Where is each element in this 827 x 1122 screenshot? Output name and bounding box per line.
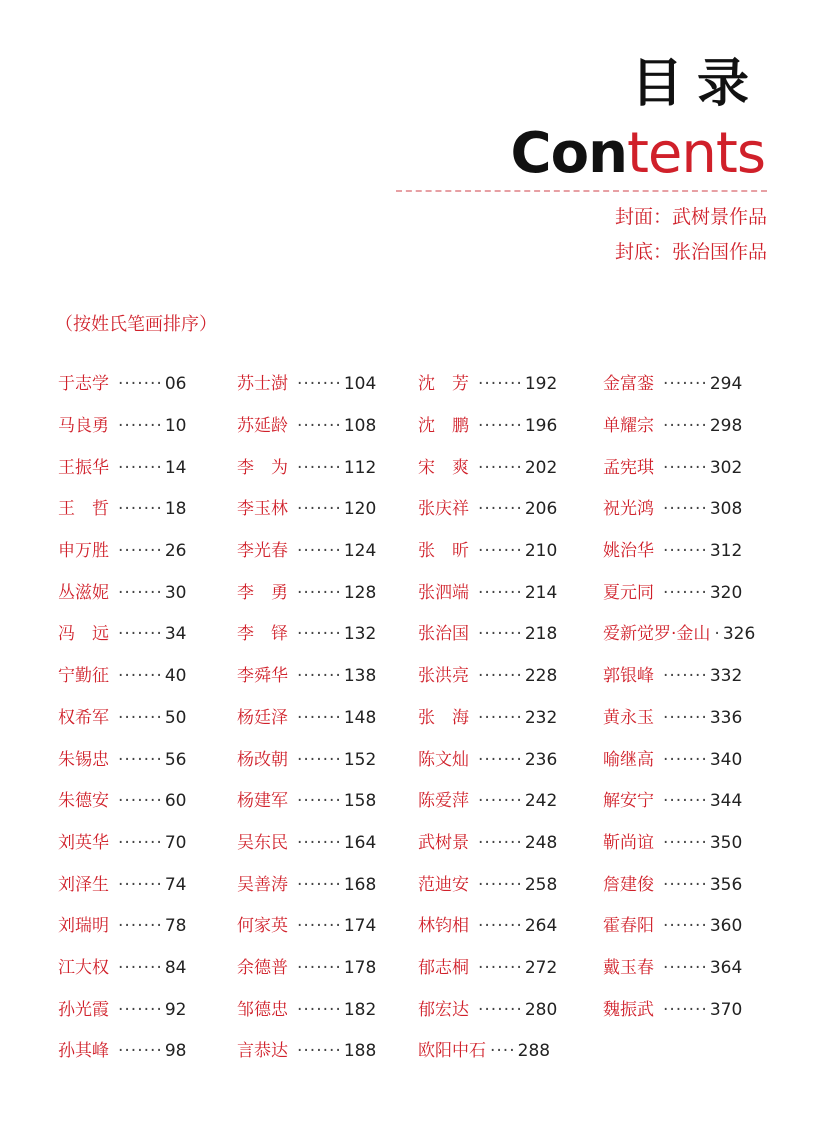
toc-entry[interactable] [603,781,755,823]
dot-leader: ······· [478,457,523,478]
toc-entry[interactable] [418,948,557,990]
toc-entry[interactable] [58,906,186,948]
dot-leader: ······· [118,666,163,687]
page-number: 344 [709,791,743,812]
toc-column-4 [603,364,755,1031]
dot-leader: ······· [297,457,342,478]
artist-name: 刘泽生 [58,874,109,895]
artist-name: 爱新觉罗·金山 [603,624,711,645]
toc-entry[interactable] [237,364,376,406]
dot-leader: ······· [297,791,342,812]
artist-name: 李舜华 [237,666,288,687]
artist-name: 靳尚谊 [603,832,654,853]
artist-name: 王振华 [58,457,109,478]
artist-name: 宋 爽 [418,457,469,478]
page-number: 188 [343,1041,377,1062]
dot-leader: ······· [478,624,523,645]
page-number: 196 [524,416,558,437]
artist-name: 何家英 [237,916,288,937]
artist-name: 戴玉春 [603,957,654,978]
toc-entry[interactable] [418,614,557,656]
page-number: 50 [164,707,187,728]
page-number: 218 [524,624,558,645]
toc-entry[interactable] [237,572,376,614]
artist-name: 张治国 [418,624,469,645]
dot-leader: ······· [663,749,708,770]
toc-entry[interactable] [58,698,186,740]
page-number: 112 [343,457,377,478]
toc-entry[interactable] [58,531,186,573]
page-number: 370 [709,999,743,1020]
dot-leader: ······· [663,541,708,562]
toc-entry[interactable] [58,656,186,698]
artist-name: 欧阳中石 [418,1041,486,1062]
artist-name: 孙其峰 [58,1041,109,1062]
dot-leader: ······· [118,499,163,520]
toc-entry[interactable] [603,948,755,990]
toc-entry[interactable] [237,656,376,698]
dot-leader: ······· [118,416,163,437]
artist-name: 孙光霞 [58,999,109,1020]
artist-name: 苏延龄 [237,416,288,437]
toc-entry[interactable] [58,364,186,406]
dot-leader: ······· [297,749,342,770]
page-number: 104 [343,374,377,395]
dot-leader: ······· [663,666,708,687]
page-number: 356 [709,874,743,895]
page-title-en [510,121,765,186]
artist-name: 霍春阳 [603,916,654,937]
dot-leader: ······· [118,457,163,478]
toc-entry[interactable] [603,572,755,614]
artist-name: 吴东民 [237,832,288,853]
toc-entry[interactable] [58,406,186,448]
dot-leader: ······· [478,791,523,812]
toc-entry[interactable] [603,614,755,656]
artist-name: 喻继高 [603,749,654,770]
page-number: 84 [164,957,187,978]
artist-name: 张泗端 [418,582,469,603]
toc-entry[interactable] [418,781,557,823]
page-number: 06 [164,374,187,395]
artist-name: 李玉林 [237,499,288,520]
page-number: 138 [343,666,377,687]
dot-leader: ······· [297,416,342,437]
artist-name: 余德普 [237,957,288,978]
dot-leader: ······· [118,916,163,937]
dot-leader: ······· [118,749,163,770]
page-number: 360 [709,916,743,937]
toc-entry[interactable] [603,406,755,448]
dot-leader: ······· [297,374,342,395]
title-en-dark: Con [510,121,627,186]
toc-column-3 [418,364,557,1073]
dot-leader: ······· [118,374,163,395]
artist-name: 苏士澍 [237,374,288,395]
page-number: 210 [524,541,558,562]
artist-name: 陈爱萍 [418,791,469,812]
dot-leader: ······· [118,957,163,978]
toc-entry[interactable] [418,698,557,740]
page-number: 74 [164,874,187,895]
dot-leader: ······· [478,749,523,770]
artist-name: 陈文灿 [418,749,469,770]
page-number: 120 [343,499,377,520]
dot-leader: ······· [297,1041,342,1062]
dot-leader: ······· [118,707,163,728]
artist-name: 权希军 [58,707,109,728]
artist-name: 李光春 [237,541,288,562]
artist-name: 姚治华 [603,541,654,562]
toc-entry[interactable] [237,948,376,990]
artist-name: 张庆祥 [418,499,469,520]
page-number: 178 [343,957,377,978]
page-number: 312 [709,541,743,562]
artist-name: 张洪亮 [418,666,469,687]
toc-entry[interactable] [418,864,557,906]
toc-entry[interactable] [237,906,376,948]
page-number: 10 [164,416,187,437]
page-number: 336 [709,707,743,728]
page-number: 248 [524,832,558,853]
artist-name: 江大权 [58,957,109,978]
dot-leader: ······· [118,874,163,895]
artist-name: 林钧相 [418,916,469,937]
artist-name: 王 哲 [58,499,109,520]
artist-name: 邹德忠 [237,999,288,1020]
artist-name: 朱锡忠 [58,749,109,770]
toc-entry[interactable] [58,1031,186,1073]
page-number: 326 [722,624,756,645]
toc-entry[interactable] [418,489,557,531]
page-number: 124 [343,541,377,562]
artist-name: 张 昕 [418,541,469,562]
dot-leader: ······· [118,791,163,812]
dot-leader: ······· [478,499,523,520]
dot-leader: ······· [663,374,708,395]
toc-entry[interactable] [603,823,755,865]
page-title-cn: 目录 [630,53,763,114]
dot-leader: ······· [663,999,708,1020]
dot-leader: ···· [490,1041,516,1062]
toc-entry[interactable] [418,572,557,614]
page-number: 258 [524,874,558,895]
page-number: 350 [709,832,743,853]
page-number: 308 [709,499,743,520]
dot-leader: ······· [663,582,708,603]
page-number: 26 [164,541,187,562]
toc-entry[interactable] [237,406,376,448]
toc-entry[interactable] [418,1031,557,1073]
dot-leader: ······· [118,832,163,853]
toc-entry[interactable] [58,614,186,656]
page-number: 40 [164,666,187,687]
dot-leader: ······· [118,541,163,562]
toc-entry[interactable] [237,739,376,781]
title-en-red: tents [626,121,765,186]
page-number: 320 [709,582,743,603]
dot-leader: ······· [478,374,523,395]
page-number: 182 [343,999,377,1020]
page-number: 302 [709,457,743,478]
artist-name: 沈 鹏 [418,416,469,437]
page-number: 92 [164,999,187,1020]
page-number: 294 [709,374,743,395]
toc-entry[interactable] [603,489,755,531]
dot-leader: ······· [297,707,342,728]
artist-name: 刘瑞明 [58,916,109,937]
page-number: 108 [343,416,377,437]
dot-leader: ······· [663,499,708,520]
artist-name: 宁勤征 [58,666,109,687]
toc-entry[interactable] [58,864,186,906]
page-number: 158 [343,791,377,812]
page-number: 78 [164,916,187,937]
page-number: 264 [524,916,558,937]
dot-leader: ······· [478,666,523,687]
page-number: 288 [517,1041,551,1062]
artist-name: 杨廷泽 [237,707,288,728]
artist-name: 解安宁 [603,791,654,812]
artist-name: 杨建军 [237,791,288,812]
dot-leader: ······· [297,874,342,895]
page-number: 214 [524,582,558,603]
toc-entry[interactable] [58,447,186,489]
dot-leader: ······· [118,582,163,603]
toc-entry[interactable] [418,989,557,1031]
artist-name: 孟宪琪 [603,457,654,478]
artist-name: 黄永玉 [603,707,654,728]
dot-leader: ······· [118,1041,163,1062]
page-number: 236 [524,749,558,770]
artist-name: 吴善涛 [237,874,288,895]
toc-entry[interactable] [58,572,186,614]
artist-name: 于志学 [58,374,109,395]
toc-entry[interactable] [237,447,376,489]
artist-name: 李 铎 [237,624,288,645]
artist-name: 魏振武 [603,999,654,1020]
page-number: 70 [164,832,187,853]
dot-leader: ······· [118,624,163,645]
page-number: 98 [164,1041,187,1062]
page-number: 206 [524,499,558,520]
toc-entry[interactable] [237,614,376,656]
toc-entry[interactable] [603,364,755,406]
toc-entry[interactable] [418,906,557,948]
toc-entry[interactable] [58,823,186,865]
page-number: 56 [164,749,187,770]
artist-name: 言恭达 [237,1041,288,1062]
dot-leader: ······· [297,624,342,645]
dot-leader: ······· [297,666,342,687]
dot-leader: ······· [478,916,523,937]
page-number: 164 [343,832,377,853]
toc-entry[interactable] [237,989,376,1031]
dot-leader: ······· [663,832,708,853]
toc-entry[interactable] [603,864,755,906]
page-number: 242 [524,791,558,812]
dot-leader: ······· [478,832,523,853]
toc-entry[interactable] [603,531,755,573]
dot-leader: ······· [663,416,708,437]
artist-name: 冯 远 [58,624,109,645]
artist-name: 李 勇 [237,582,288,603]
dot-leader: ······· [663,916,708,937]
page-number: 332 [709,666,743,687]
dot-leader: ······· [297,999,342,1020]
artist-name: 詹建俊 [603,874,654,895]
artist-name: 沈 芳 [418,374,469,395]
dot-leader: ······· [118,999,163,1020]
toc-entry[interactable] [418,823,557,865]
page-number: 128 [343,582,377,603]
dot-leader: ······· [478,957,523,978]
toc-entry[interactable] [58,948,186,990]
page-number: 60 [164,791,187,812]
page-number: 168 [343,874,377,895]
toc-entry[interactable] [603,698,755,740]
sort-note: （按姓氏笔画排序） [55,314,217,335]
toc-entry[interactable] [237,781,376,823]
page-number: 228 [524,666,558,687]
artist-name: 申万胜 [58,541,109,562]
dot-leader: ······· [478,999,523,1020]
dot-leader: ······· [663,457,708,478]
toc-entry[interactable] [58,989,186,1031]
dot-leader: ······· [478,582,523,603]
toc-entry[interactable] [603,739,755,781]
toc-column-1 [58,364,186,1073]
toc-entry[interactable] [237,1031,376,1073]
dot-leader: ······· [663,791,708,812]
dot-leader: ······· [297,832,342,853]
artist-name: 单耀宗 [603,416,654,437]
toc-column-2 [237,364,376,1073]
artist-name: 范迪安 [418,874,469,895]
toc-entry[interactable] [418,531,557,573]
toc-entry[interactable] [603,906,755,948]
dot-leader: ······· [478,874,523,895]
dot-leader: ······· [663,707,708,728]
page-number: 280 [524,999,558,1020]
dot-leader: ······· [663,874,708,895]
toc-entry[interactable] [237,531,376,573]
artist-name: 金富銮 [603,374,654,395]
artist-name: 郁宏达 [418,999,469,1020]
dot-leader: · [714,624,721,645]
artist-name: 郭银峰 [603,666,654,687]
artist-name: 张 海 [418,707,469,728]
dot-leader: ······· [297,582,342,603]
artist-name: 丛滋妮 [58,582,109,603]
artist-name: 李 为 [237,457,288,478]
page-number: 192 [524,374,558,395]
toc-entry[interactable] [418,447,557,489]
dot-leader: ······· [297,499,342,520]
toc-entry[interactable] [58,489,186,531]
toc-entry[interactable] [237,489,376,531]
toc-entry[interactable] [418,406,557,448]
page-number: 202 [524,457,558,478]
toc-entry[interactable] [58,739,186,781]
page-number: 364 [709,957,743,978]
cover-back-credit: 封底：张治国作品 [614,241,767,263]
page-number: 298 [709,416,743,437]
dot-leader: ······· [478,541,523,562]
page-number: 272 [524,957,558,978]
page-number: 132 [343,624,377,645]
page-number: 148 [343,707,377,728]
dot-leader: ······· [297,957,342,978]
toc-entry[interactable] [418,656,557,698]
header-divider [396,190,767,192]
toc-entry[interactable] [58,781,186,823]
page-number: 174 [343,916,377,937]
toc-entry[interactable] [237,823,376,865]
artist-name: 刘英华 [58,832,109,853]
toc-entry[interactable] [418,364,557,406]
artist-name: 祝光鸿 [603,499,654,520]
toc-entry[interactable] [603,989,755,1031]
page-number: 232 [524,707,558,728]
artist-name: 郁志桐 [418,957,469,978]
toc-entry[interactable] [237,864,376,906]
dot-leader: ······· [478,416,523,437]
toc-entry[interactable] [237,698,376,740]
dot-leader: ······· [297,916,342,937]
toc-entry[interactable] [418,739,557,781]
artist-name: 武树景 [418,832,469,853]
artist-name: 朱德安 [58,791,109,812]
dot-leader: ······· [663,957,708,978]
cover-front-credit: 封面：武树景作品 [614,206,767,228]
page-number: 34 [164,624,187,645]
artist-name: 夏元同 [603,582,654,603]
toc-entry[interactable] [603,447,755,489]
artist-name: 马良勇 [58,416,109,437]
dot-leader: ······· [297,541,342,562]
artist-name: 杨改朝 [237,749,288,770]
page-number: 18 [164,499,187,520]
page-number: 14 [164,457,187,478]
toc-entry[interactable] [603,656,755,698]
page-number: 152 [343,749,377,770]
page-number: 340 [709,749,743,770]
page-number: 30 [164,582,187,603]
dot-leader: ······· [478,707,523,728]
